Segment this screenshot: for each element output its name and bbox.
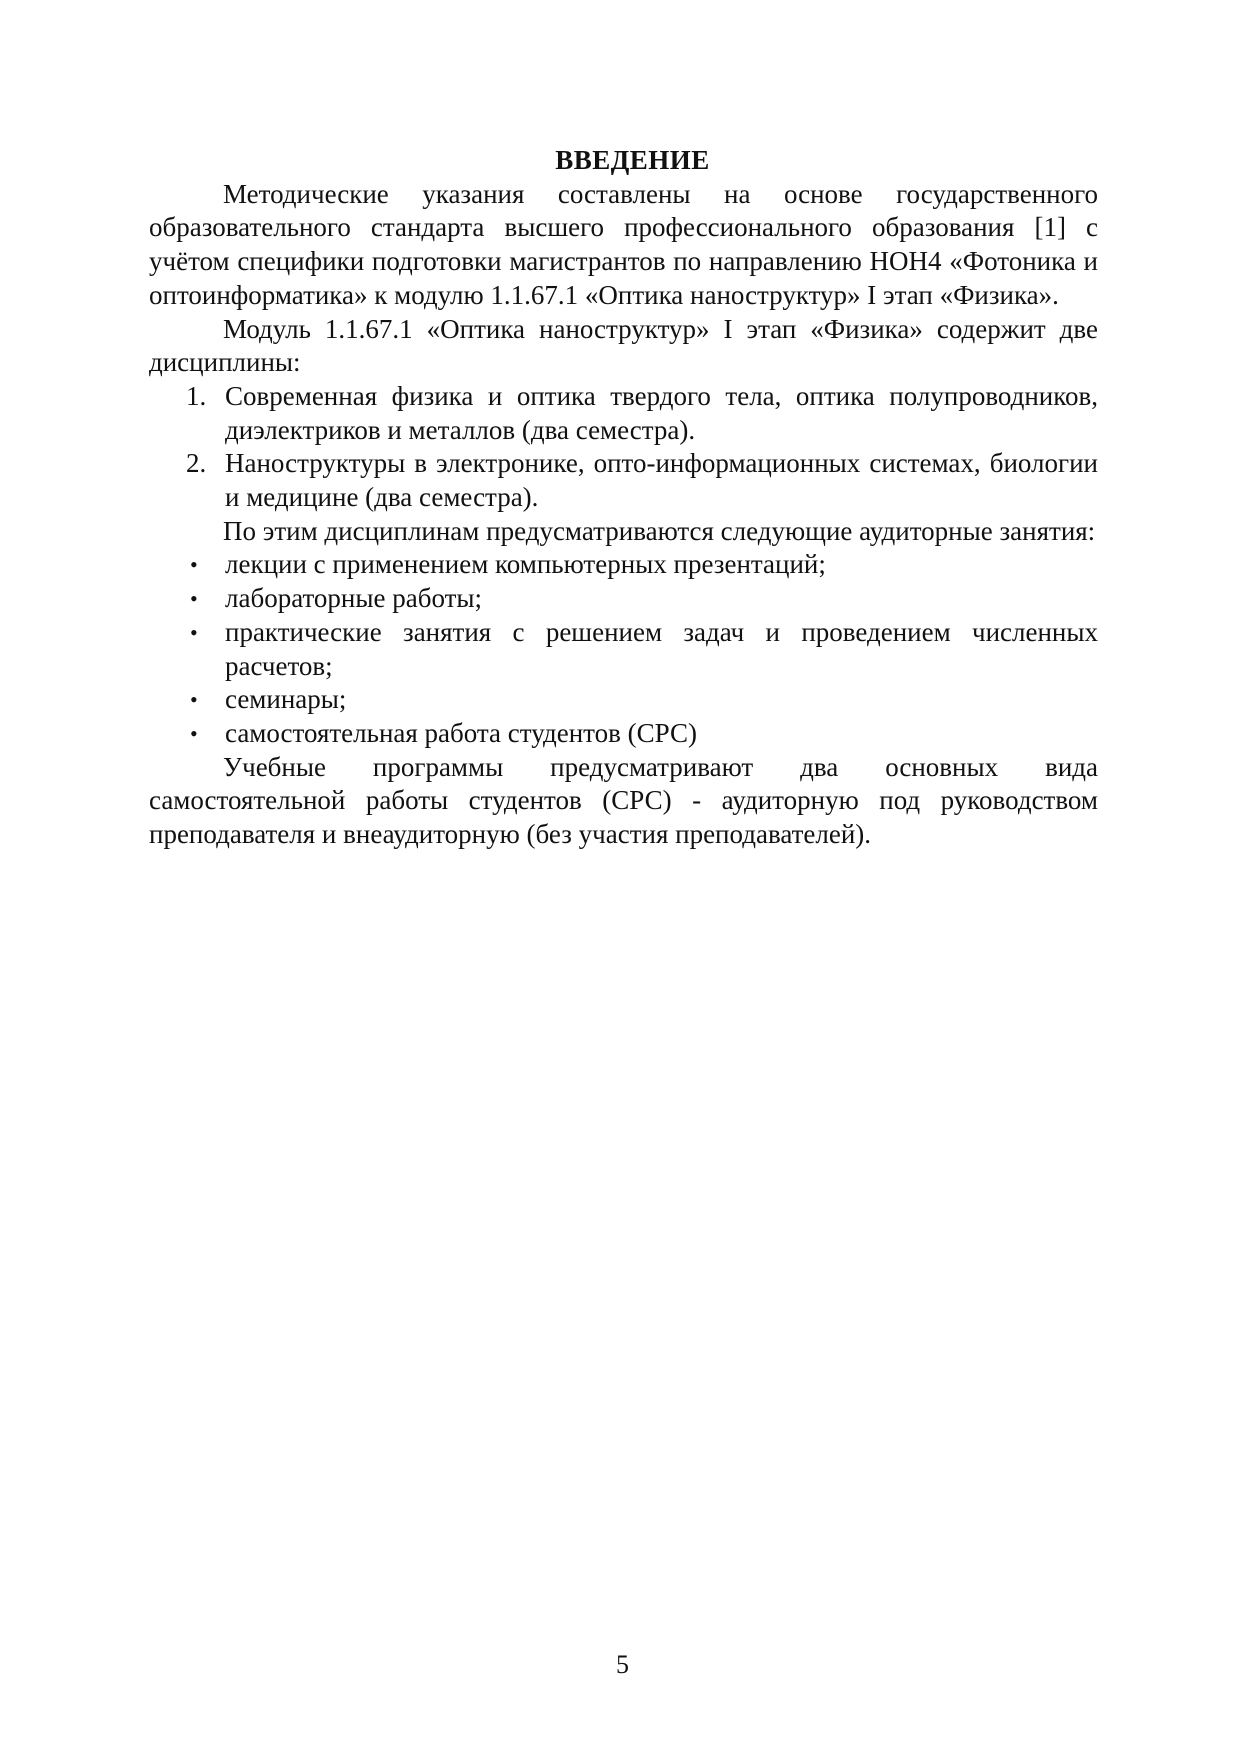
list-item bbox=[149, 447, 1098, 514]
bullet-icon: • bbox=[190, 720, 198, 746]
activities-paragraph: По этим дисциплинам предусматриваются следующие аудиторные занятия: bbox=[223, 515, 1096, 546]
section-heading: ВВЕДЕНИЕ bbox=[555, 145, 710, 175]
bullet-icon: • bbox=[190, 586, 198, 612]
list-item-number: 2. bbox=[186, 448, 207, 479]
list-item-text: практические занятия с решением задач и проведением численных расчетов; bbox=[225, 616, 1098, 681]
list-item-text: Наноструктуры в электронике, опто-информационных системах, биологии и медицине (два семестра). bbox=[225, 448, 1098, 513]
bullet-icon: • bbox=[190, 552, 198, 578]
intro-paragraph: Методические указания составлены на основе государственного образовательного стандарта высшего профессионального образования [1] с учётом специфики подготовки магистрантов по направлению НОН4 «Фотоника и оптоинформатика» к модулю 1.1.67.1 «Оптика наноструктур» I этап «Физика». bbox=[149, 178, 1098, 310]
list-item bbox=[149, 380, 1098, 447]
list-item-number: 1. bbox=[186, 380, 207, 411]
disciplines-list bbox=[149, 380, 1098, 515]
list-item-text: семинары; bbox=[225, 684, 347, 715]
list-item bbox=[149, 717, 1098, 751]
activities-list bbox=[149, 548, 1098, 750]
page-number: 5 bbox=[616, 1650, 629, 1679]
bullet-icon: • bbox=[190, 619, 198, 645]
list-item bbox=[149, 582, 1098, 616]
list-item-text: самостоятельная работа студентов (СРС) bbox=[225, 717, 697, 748]
list-item-text: Современная физика и оптика твердого тела, оптика полупроводников, диэлектриков и металлов (два семестра). bbox=[225, 380, 1098, 445]
list-item-text: лекции с применением компьютерных презентаций; bbox=[225, 549, 826, 580]
module-paragraph: Модуль 1.1.67.1 «Оптика наноструктур» I этап «Физика» содержит две дисциплины: bbox=[149, 313, 1098, 378]
list-item bbox=[149, 616, 1098, 683]
list-item-text: лабораторные работы; bbox=[225, 583, 483, 614]
list-item bbox=[149, 683, 1098, 717]
list-item bbox=[149, 548, 1098, 582]
srs-paragraph: Учебные программы предусматривают два основных вида самостоятельной работы студентов (СРС) - аудиторную под руководством преподавателя и внеаудиторную (без участия преподавателей). bbox=[149, 751, 1098, 850]
page-content bbox=[149, 144, 1098, 852]
bullet-icon: • bbox=[190, 687, 198, 713]
